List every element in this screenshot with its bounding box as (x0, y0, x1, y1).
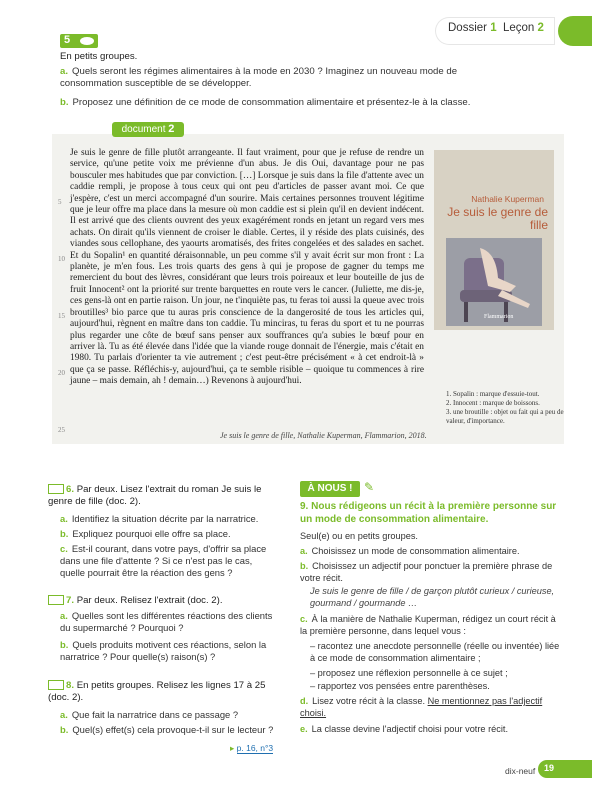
lecon-label: Leçon 2 (503, 22, 544, 34)
task9-item-e: e. La classe devine l'adjectif choisi pour votre récit. (300, 724, 508, 734)
task-icon (48, 595, 64, 605)
book-photo (446, 238, 542, 326)
book-publisher: Flammarion (484, 314, 514, 320)
a-nous-badge: À NOUS ! (300, 481, 360, 497)
task6-head: 6. Par deux. Lisez l'extrait du roman Je suis le genre de fille (doc. 2). (48, 484, 262, 507)
task9-bullet: – proposez une réflexion personnelle à ce sujet ; (310, 668, 508, 678)
task7-item-b: b. Quels produits motivent ces réactions, selon la narratrice ? Pour quelle(s) raison(s) ? (60, 639, 267, 662)
book-cover (434, 150, 554, 330)
task8-item-b: b. Quel(s) effet(s) cela provoque-t-il sur le lecteur ? (60, 724, 274, 735)
line-number: 25 (58, 426, 65, 434)
page-word: dix-neuf (505, 766, 536, 776)
document-label: document 2 (112, 122, 184, 137)
task9-intro: Seul(e) ou en petits groupes. (300, 531, 418, 541)
task9-item-b-example: Je suis le genre de fille / de garçon plutôt curieux / curieuse, gourmand / gourmande … (310, 586, 555, 608)
task9-item-d: d. Lisez votre récit à la classe. Ne mentionnez pas l'adjectif choisi. (300, 696, 543, 718)
task5-item-a: a. Quels seront les régimes alimentaires à la mode en 2030 ? Imaginez un nouveau mode de consommation susceptible de se développer. (60, 66, 458, 89)
task8-head: 8. En petits groupes. Relisez les lignes 17 à 25 (doc. 2). (48, 680, 266, 703)
footnote: 1. Sopalin : marque d'essuie-tout. (446, 390, 540, 398)
task5-intro: En petits groupes. (60, 51, 138, 62)
task8-item-a: a. Que fait la narratrice dans ce passage ? (60, 709, 239, 720)
page-number-tab: 19 (538, 760, 592, 778)
document-body: Je suis le genre de fille plutôt arrangeante. Il faut vraiment, pour que je refuse de rendre un service, qu'une petite voix me prévienne d'un abus. Je dis Oui, davantage pour ne pas bousculer mes habitudes que par conviction. […] Lorsque je suis dans la file d'attente avec un caddie rempli, je propose à tous ceux qui ont peu d'articles de passer avant moi. Ce que j'espère, c'est un merci accompagné d'un sourire. Mais certaines personnes trouvent légitime que je leur offre ma place dans la mesure où mon caddie est si plein qu'il en devient indécent. Il est arrivé que des clients ouvrent des yeux exagérément ronds en jetant un regard vers mes achats. On dirait qu'ils viennent de croiser le diable. Certes, il y réside des plats cuisinés, des viandes sous cellophane, des yaourts aromatisés, des frites congelées et des salades en sachet. Et du Sopalin¹ en quantité déraisonnable, un peu comme s'il y avait écrit sur mon front : La planète, je m'en fous. Les trois quarts des gens à qui je propose de gagner du temps me remercient du bout des lèvres, considérant que leurs trois poireaux et leur bouteille de jus de fruit Innocent² ont la priorité sur trente barquettes en route vers le cancer. (Juliette, me dis-je, ces gens-là ont en partie raison. Un jour, ne t'inquiète pas, tu feras toi aussi la queue avec trois broutilles³ bio parce que tu auras pris conscience de la dangerosité de tous les articles qui, aujourd'hui, règnent en maître dans ton caddie. Tu minciras, tu feras du sport et tu ne pourras plus regarder une côte de bœuf sans penser aux souffrances qu'a subies le bœuf pour en arriver là. Tu as été élevée dans l'idée que la viande rouge donnait de l'énergie, mais c'était en 1980. Tu parlais d'orienter ta vie autrement ; c'est peut-être précisément « à cet endroit-là » que ça se passe. Réfléchis-y, aujourd'hui, ça te semble risible – quoique tu commences à rire jaune – mais demain, ah ! demain…) Revenons à aujourd'hui. (70, 148, 424, 387)
armchair-illustration (446, 238, 542, 326)
line-number: 20 (58, 369, 65, 377)
document-source: Je suis le genre de fille, Nathalie Kuperman, Flammarion, 2018. (220, 431, 427, 440)
task9-bullet: – rapportez vos pensées entre parenthèses. (310, 681, 490, 691)
task-icon (48, 484, 64, 494)
line-number: 15 (58, 312, 65, 320)
footnote: 2. Innocent : marque de boissons. (446, 399, 540, 407)
task-icon (48, 680, 64, 690)
dossier-label: Dossier 1 (448, 22, 497, 34)
task9-item-b: b. Choisissez un adjectif pour ponctuer la première phrase de votre récit. (300, 561, 553, 583)
task5-item-b: b. Proposez une définition de ce mode de consommation alimentaire et présentez-le à la classe. (60, 97, 471, 108)
footnotes (446, 390, 564, 426)
task9-item-a: a. Choisissez un mode de consommation alimentaire. (300, 546, 520, 556)
book-author: Nathalie Kuperman (471, 194, 544, 204)
line-number: 5 (58, 198, 62, 206)
task7-head: 7. Par deux. Relisez l'extrait (doc. 2). (48, 595, 268, 607)
task9-item-c: c. À la manière de Nathalie Kuperman, rédigez un court récit à la première personne, dans lequel vous : (300, 614, 556, 636)
task9-bullet: – racontez une anecdote personnelle (réelle ou inventée) liée à ce mode de consommation alimentaire ; (310, 641, 560, 663)
page-reference-link[interactable]: ▸ p. 16, n°3 (230, 743, 274, 753)
pencil-icon: ✎ (364, 480, 375, 494)
task9-head: 9. Nous rédigeons un récit à la première personne sur un mode de consommation alimentaire. (300, 501, 557, 525)
task6-item-b: b. Expliquez pourquoi elle offre sa place. (60, 528, 231, 539)
task7-item-a: a. Quelles sont les différentes réactions des clients du supermarché ? Pourquoi ? (60, 610, 273, 633)
header-tab (558, 16, 592, 46)
book-title: Je suis le genre de fille (447, 205, 548, 232)
task6-item-c: c. Est-il courant, dans votre pays, d'offrir sa place dans une file d'attente ? Si ce n'est pas le cas, quelle pourrait être la réaction des gens ? (60, 543, 267, 578)
task5-badge: 5 (60, 34, 98, 48)
speech-icon (80, 37, 94, 45)
task6-item-a: a. Identifiez la situation décrite par la narratrice. (60, 513, 259, 524)
footnote: 3. une broutille : objet ou fait qui a peu de valeur, d'importance. (446, 408, 564, 425)
line-number: 10 (58, 255, 65, 263)
